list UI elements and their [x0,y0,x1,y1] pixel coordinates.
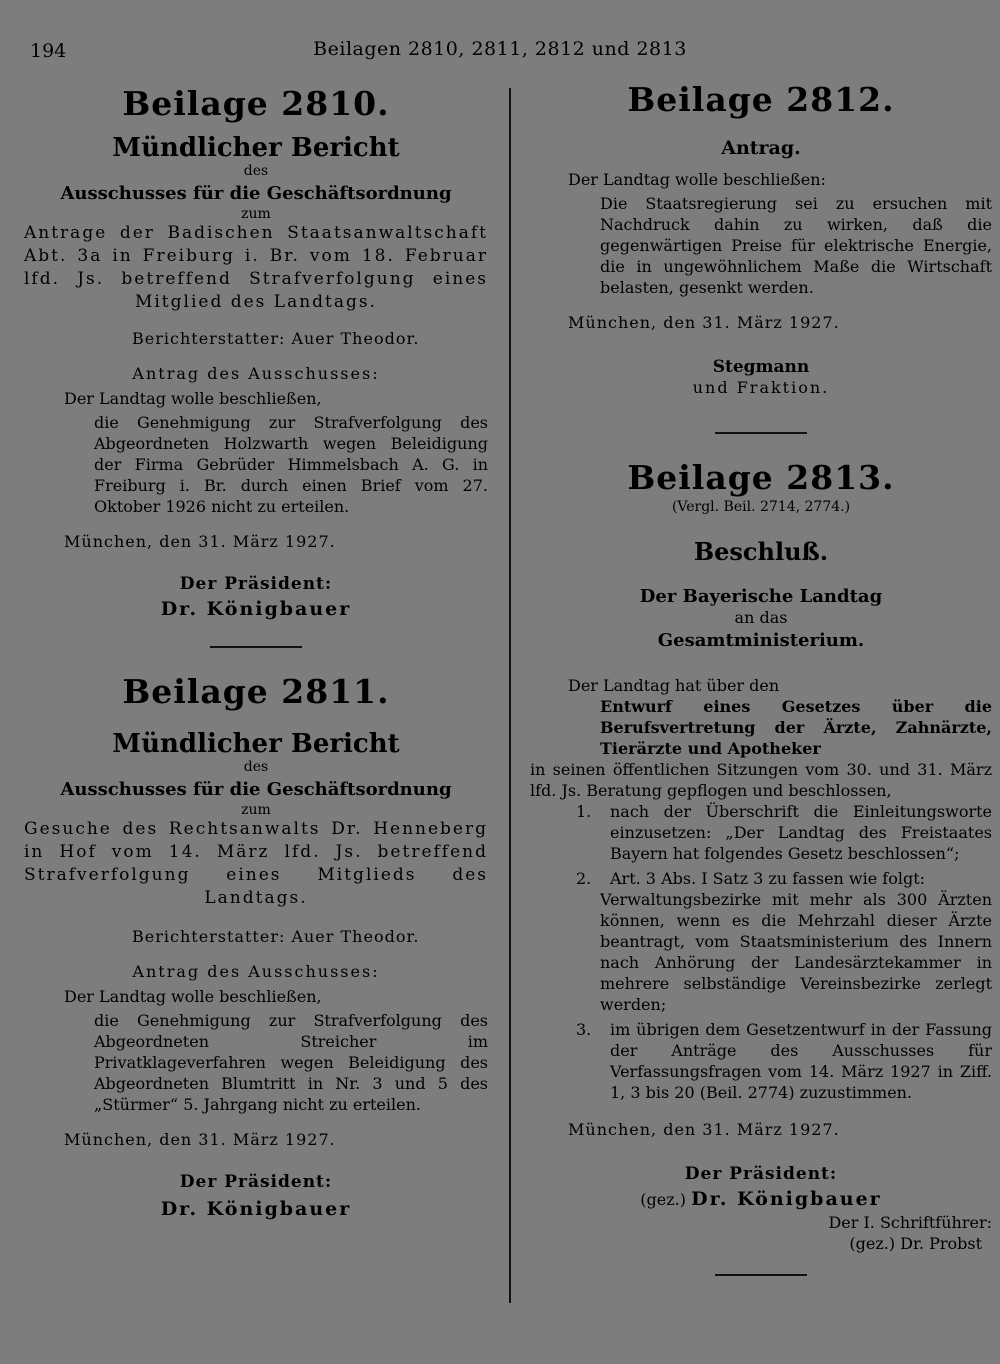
place-date: München, den 31. März 1927. [568,313,840,332]
section-rule [210,646,302,648]
item-text: Art. 3 Abs. I Satz 3 zu fassen wie folgt: [610,869,926,888]
rapporteur: Berichterstatter: Auer Theodor. [132,329,420,348]
place-date: München, den 31. März 1927. [568,1120,840,1139]
signature-name: Dr. Königbauer [160,598,352,620]
subject-line: Mitglied des Landtags. [134,292,378,312]
signature-name: Dr. Königbauer [691,1188,882,1210]
subject-line: Abt. 3a in Freiburg i. Br. vom 18. Februar [24,246,488,266]
subject-line: in Hof vom 14. März lfd. Js. betreffend [24,842,488,862]
motion-heading: Antrag des Ausschusses: [132,364,380,383]
report-zum: zum [241,802,271,818]
recipient: Gesamtministerium. [657,630,865,651]
motion-intro: Der Landtag wolle beschließen, [64,987,322,1006]
resolution-item [530,801,992,864]
place-date: München, den 31. März 1927. [64,532,336,551]
item-number: 2. [576,869,592,888]
beilage-title: Beilage 2811. [122,672,390,711]
report-des: des [243,759,269,775]
motion-text: Die Staatsregierung sei zu ersuchen mit Nachdruck dahin zu wirken, daß die gegenwärtigen Preise für elektrische Energie, die in ungewöhnlichem Maße die Wirtschaft belasten, gesenkt werden. [600,194,992,297]
beilage-title: Beilage 2810. [122,84,390,123]
report-subject [24,222,488,314]
item-subtext: Verwaltungsbezirke mit mehr als 300 Ärzten können, wenn es die Mehrzahl dieser Ärzte beantragt, vom Staatsministerium des Innern nach Anhörung der Landesärztekammer in mehrere selbständige Vereinsbezirke zerlegt werden; [600,890,992,1014]
resolution-item [530,868,992,889]
running-title: Beilagen 2810, 2811, 2812 und 2813 [313,38,687,60]
sessions-text: in seinen öffentlichen Sitzungen vom 30. und 31. März lfd. Js. Beratung gepflogen und beschlossen, [530,760,992,800]
report-title: Mündlicher Bericht [112,729,400,759]
subject-line: Strafverfolgung eines Mitglieds des [24,865,488,885]
beilage-title: Beilage 2813. [627,458,895,497]
beilage-2811 [24,672,488,1220]
left-column [24,80,488,1220]
beilage-2810 [24,84,488,648]
section-rule [715,432,807,434]
signature-name: Dr. Königbauer [160,1198,352,1220]
column-divider [509,88,511,1303]
secretary-title: Der I. Schriftführer: [828,1213,992,1232]
item-number: 1. [576,802,592,821]
resolution-intro: Der Landtag hat über den [568,676,780,695]
item-number: 3. [576,1020,592,1039]
rapporteur: Berichterstatter: Auer Theodor. [132,927,420,946]
signer-suffix: und Fraktion. [692,378,830,397]
beilage-2813 [530,458,992,1276]
signature-title: Der Präsident: [684,1164,838,1184]
motion-intro: Der Landtag wolle beschließen: [568,170,826,189]
signer-name: Stegmann [712,357,810,377]
motion-heading: Antrag des Ausschusses: [132,962,380,981]
subject-line: Landtags. [204,888,308,908]
an-das: an das [734,608,788,627]
item-text: nach der Überschrift die Einleitungsworte einzusetzen: „Der Landtag des Freistaates Bayern hat folgendes Gesetz beschlossen“; [610,802,992,863]
item-text: im übrigen dem Gesetzentwurf in der Fassung der Anträge des Ausschusses für Verfassungsfragen vom 14. März 1927 in Ziff. 1, 3 bis 20 (Beil. 2774) zuzustimmen. [610,1020,992,1102]
signature-title: Der Präsident: [179,1172,333,1192]
sender: Der Bayerische Landtag [639,586,883,607]
resolution-item [530,1019,992,1103]
place-date: München, den 31. März 1927. [64,1130,336,1149]
beilage-2812 [530,80,992,434]
signature-title: Der Präsident: [179,574,333,594]
right-column [530,80,992,1276]
signature-line [530,1188,992,1210]
motion-heading: Antrag. [721,137,801,159]
motion-intro: Der Landtag wolle beschließen, [64,389,322,408]
motion-text: die Genehmigung zur Strafverfolgung des Abgeordneten Holzwarth wegen Beleidigung der Firma Gebrüder Himmelsbach A. G. in Freiburg i. Br. durch einen Brief vom 27. Oktober 1926 nicht zu erteilen. [94,413,488,516]
reference-note: (Vergl. Beil. 2714, 2774.) [671,499,851,515]
signature-prefix: (gez.) [640,1190,687,1209]
committee-name: Ausschusses für die Geschäftsordnung [60,183,452,204]
motion-text: die Genehmigung zur Strafverfolgung des Abgeordneten Streicher im Privatklageverfahren wegen Beleidigung des Abgeordneten Blumtritt in Nr. 3 und 5 des „Stürmer“ 5. Jahrgang nicht zu erteilen. [94,1011,488,1114]
subject-line: lfd. Js. betreffend Strafverfolgung eines [24,269,488,289]
report-zum: zum [241,206,271,222]
page-number: 194 [30,40,67,62]
report-subject [24,818,488,910]
beilage-title: Beilage 2812. [627,80,895,119]
report-title: Mündlicher Bericht [112,133,400,163]
report-des: des [243,163,269,179]
subject-line: Antrage der Badischen Staatsanwaltschaft [24,223,488,243]
subject-line: Gesuche des Rechtsanwalts Dr. Henneberg [24,819,488,839]
resolution-heading: Beschluß. [693,537,829,566]
bill-title: Entwurf eines Gesetzes über die Berufsvertretung der Ärzte, Zahnärzte, Tierärzte und Apotheker [600,697,992,758]
section-rule [715,1274,807,1276]
secretary-name: (gez.) Dr. Probst [849,1234,982,1253]
committee-name: Ausschusses für die Geschäftsordnung [60,779,452,800]
